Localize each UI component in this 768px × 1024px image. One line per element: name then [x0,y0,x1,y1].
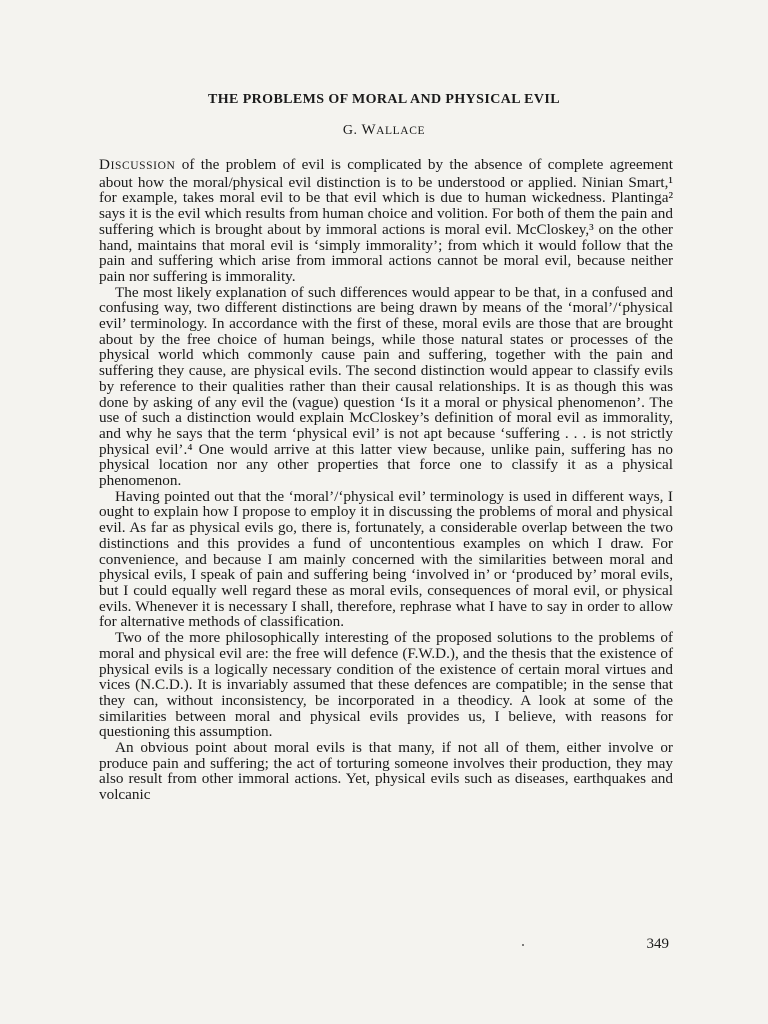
author-byline [0,122,768,139]
paragraph-3: Having pointed out that the ‘moral’/‘physical evil’ terminology is used in different ways, I ought to explain how I propose to employ it in discussing the problems of moral and physical evil. As far as physical evils go, there is, fortunately, a considerable overlap between the two distinctions and this provides a fund of uncontentious examples on which I draw. For convenience, and because I am mainly concerned with the similarities between moral and physical evils, I speak of pain and suffering being ‘involved in’ or ‘produced by’ moral evils, but I could equally well regard these as moral evils, consequences of moral evil, or physical evils. Whenever it is necessary I shall, therefore, rephrase what I have to say in order to allow for alternative methods of classification. [99,487,673,631]
author-surname-lead: W [361,122,377,138]
article-title: THE PROBLEMS OF MORAL AND PHYSICAL EVIL [208,92,560,107]
print-speck [522,944,524,946]
opening-word [99,156,176,173]
author-surname [361,123,425,138]
article-body [99,157,673,803]
paragraph-5: An obvious point about moral evils is that many, if not all of them, either involve or produce pain and suffering; the act of torturing someone involves their production, they may also result from other immoral actions. Yet, physical evils such as diseases, earthquakes and volcanic [99,739,673,804]
paragraph-1-text: of the problem of evil is complicated by the absence of complete agreement about how the moral/physical evil distinction is to be understood or applied. Ninian Smart,¹ for example, takes moral evil to be that evil which is due to human wickedness. Plantinga² says it is the evil which results from human choice and volition. For both of them the pain and suffering which is brought about by immoral actions is moral evil. McCloskey,³ on the other hand, maintains that moral evil is ‘simply immorality’; from which it would follow that the pain and suffering which arise from immoral actions cannot be moral evil, because neither pain nor suffering is immorality. [99,156,673,285]
opening-word-cap: D [99,156,111,173]
paragraph-4: Two of the more philosophically interesting of the proposed solutions to the problems of moral and physical evil are: the free will defence (F.W.D.), and the thesis that the existence of physical evils is a logically necessary condition of the existence of certain moral virtues and vices (N.C.D.). It is invariably assumed that these defences are compatible; in the sense that they can, without inconsistency, be incorporated in a theodicy. A look at some of the similarities between moral and physical evils provides us, I believe, with reasons for questioning this assumption. [99,629,673,741]
opening-word-rest: ISCUSSION [110,160,176,172]
paragraph-2: The most likely explanation of such differences would appear to be that, in a confused and confusing way, two different distinctions are being drawn by means of the ‘moral’/‘physical evil’ terminology. In accordance with the first of these, moral evils are those that are brought about by the free choice of human beings, while those natural states or processes of the physical world which commonly cause pain and suffering, together with the pain and suffering they cause, are physical evils. The second distinction would appear to classify evils by reference to their qualities rather than their causal relationships. It is as though this was done by asking of any evil the (vague) question ‘Is it a moral or physical phenomenon’. The use of such a distinction would explain McCloskey’s definition of moral evil as immorality, and why he says that the term ‘physical evil’ is not apt because ‘suffering . . . is not strictly physical evil’.⁴ One would arrive at this latter view because, unlike pain, suffering has no physical location nor any other properties that force one to classify it as a physical phenomenon. [99,283,673,490]
paragraph-1 [99,157,673,285]
author-surname-rest: ALLACE [376,125,426,137]
page-number: 349 [646,936,669,952]
author-initial: G. [342,123,358,138]
